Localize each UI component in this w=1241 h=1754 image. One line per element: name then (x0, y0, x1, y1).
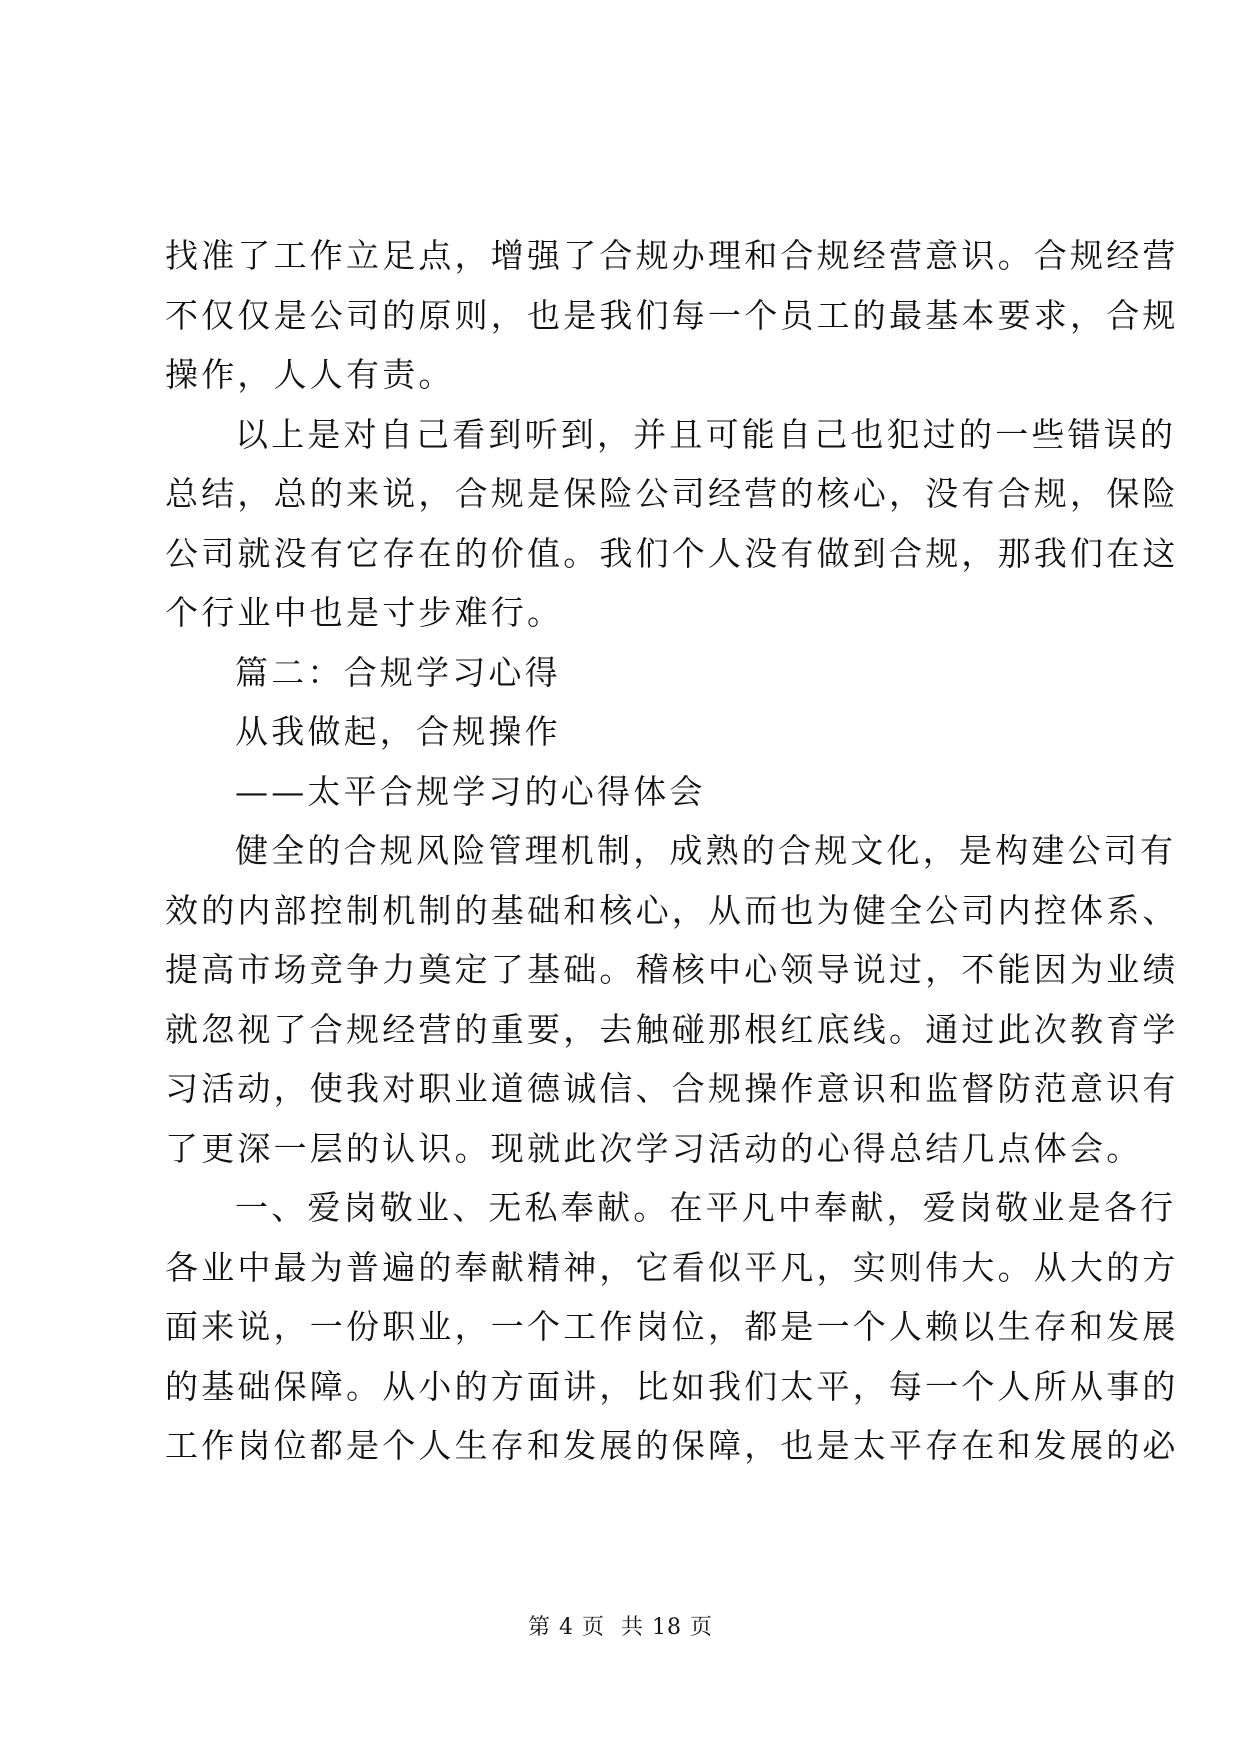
document-body (165, 226, 1179, 1476)
text-line: 以上是对自己看到听到，并且可能自己也犯过的一些错误的 (235, 414, 1177, 454)
article-title: 从我做起，合规操作 (235, 712, 561, 751)
text-line: 一、爱岗敬业、无私奉献。在平凡中奉献，爱岗敬业是各行 (235, 1188, 1177, 1227)
text-line: 公司就没有它存在的价值。我们个人没有做到合规，那我们在这 (165, 533, 1179, 573)
text-line: 工作岗位都是个人生存和发展的保障，也是太平存在和发展的必 (165, 1426, 1179, 1465)
text-line: 效的内部控制机制的基础和核心，从而也为健全公司内控体系、 (165, 890, 1179, 930)
text-line: 的基础保障。从小的方面讲，比如我们太平，每一个人所从事的 (165, 1366, 1179, 1406)
text-line: 习活动，使我对职业道德诚信、合规操作意识和监督防范意识有 (165, 1069, 1179, 1108)
text-line: 健全的合规风险管理机制，成熟的合规文化，是构建公司有 (235, 831, 1177, 870)
text-line: 了更深一层的认识。现就此次学习活动的心得总结几点体会。 (165, 1128, 1143, 1168)
text-line: 操作，人人有责。 (165, 355, 455, 394)
text-line: 找准了工作立足点，增强了合规办理和合规经营意识。合规经营 (165, 236, 1179, 275)
section-heading: 篇二：合规学习心得 (235, 652, 561, 692)
page-total: 共 18 页 (621, 1615, 713, 1640)
text-line: 面来说，一份职业，一个工作岗位，都是一个人赖以生存和发展 (165, 1307, 1179, 1346)
text-line: 各业中最为普遍的奉献精神，它看似平凡，实则伟大。从大的方 (165, 1247, 1179, 1287)
text-line: 就忽视了合规经营的重要，去触碰那根红底线。通过此次教育学 (165, 1009, 1179, 1049)
article-subtitle: ——太平合规学习的心得体会 (235, 771, 706, 811)
text-line: 总结，总的来说，合规是保险公司经营的核心，没有合规，保险 (165, 474, 1179, 513)
page-footer (0, 1610, 1241, 1641)
text-line: 个行业中也是寸步难行。 (165, 593, 564, 632)
text-line: 不仅仅是公司的原则，也是我们每一个员工的最基本要求，合规 (165, 295, 1179, 335)
text-line: 提高市场竞争力奠定了基础。稽核中心领导说过，不能因为业绩 (165, 950, 1179, 989)
page-number: 第 4 页 (528, 1615, 605, 1640)
